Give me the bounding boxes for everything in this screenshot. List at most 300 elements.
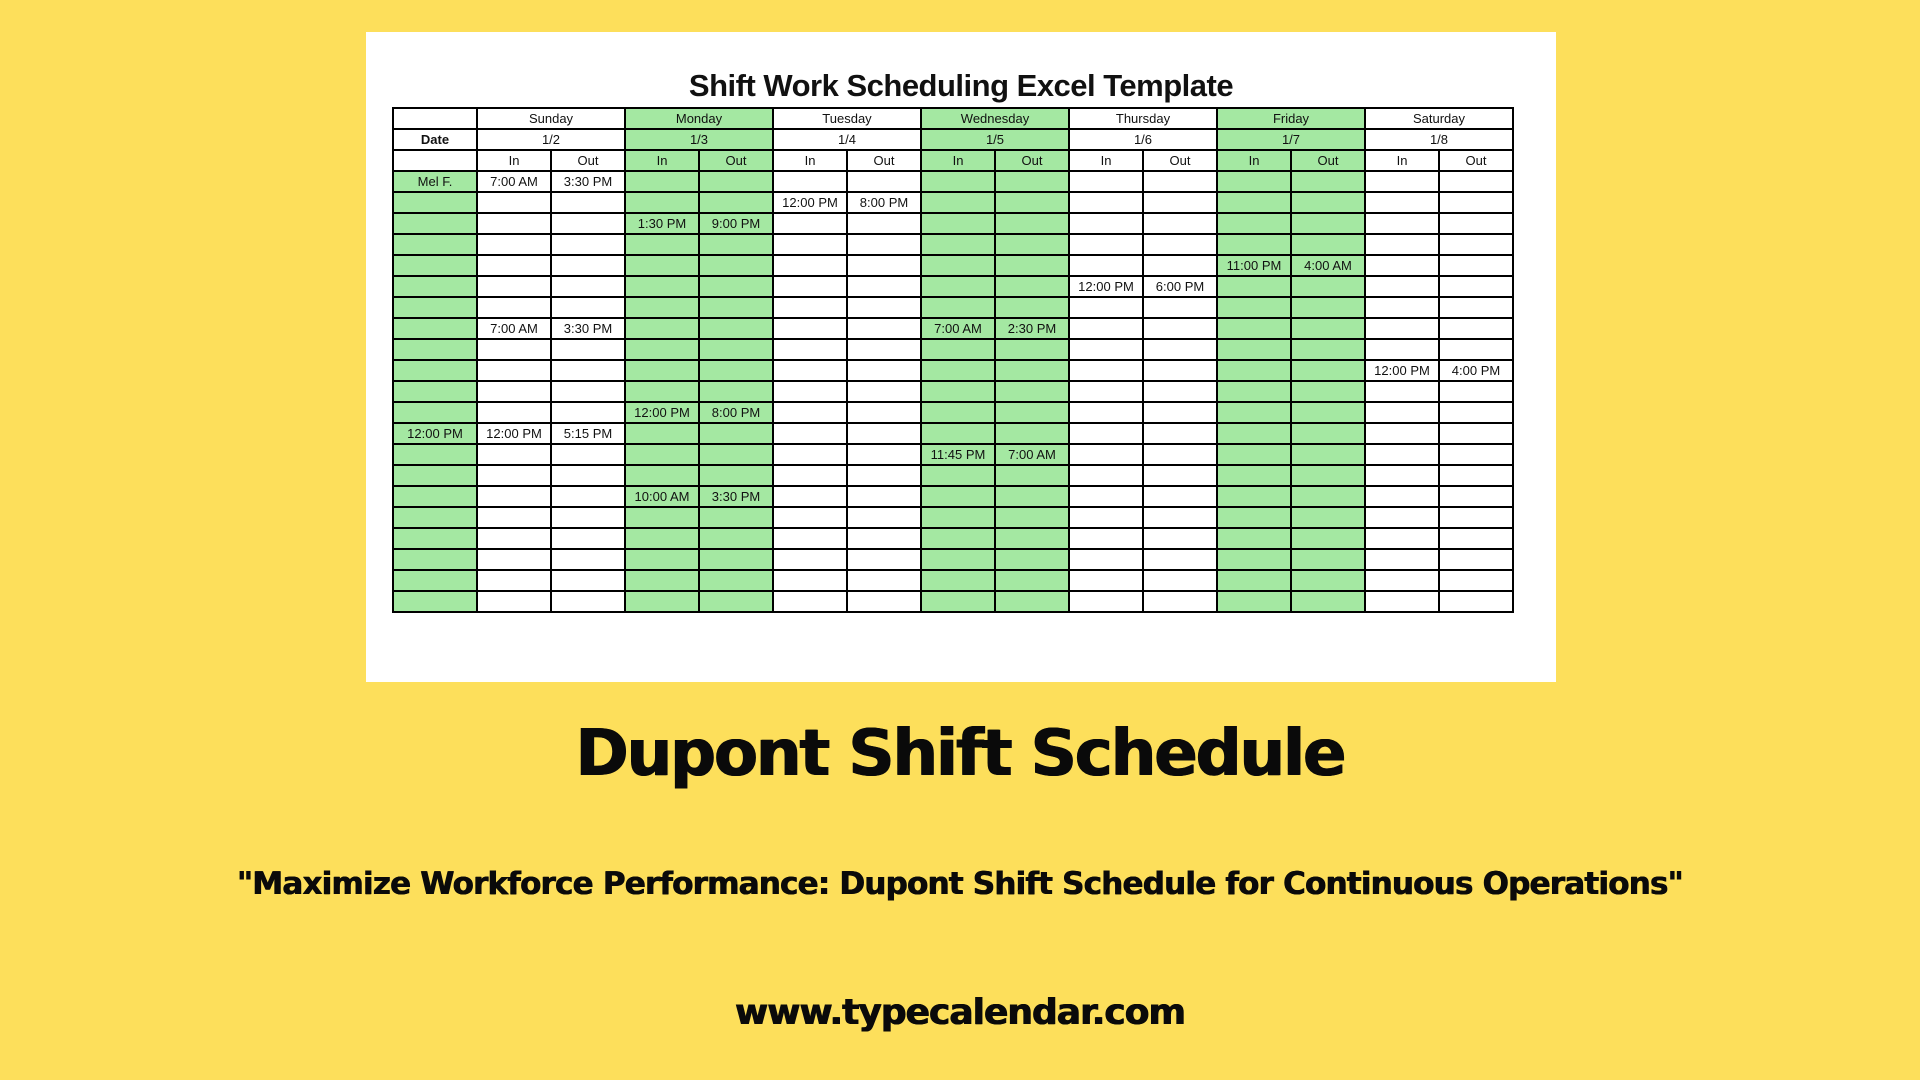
shift-out-cell	[1291, 570, 1365, 591]
shift-in-cell	[1217, 465, 1291, 486]
shift-in-cell	[477, 192, 551, 213]
schedule-row	[393, 339, 1513, 360]
shift-out-cell	[1291, 171, 1365, 192]
shift-in-cell	[477, 255, 551, 276]
shift-out-cell	[1439, 423, 1513, 444]
employee-name-cell	[393, 297, 477, 318]
shift-in-cell	[921, 171, 995, 192]
shift-out-cell: 8:00 PM	[847, 192, 921, 213]
shift-out-cell	[995, 360, 1069, 381]
shift-in-cell: 7:00 AM	[477, 171, 551, 192]
shift-in-cell	[477, 381, 551, 402]
shift-in-cell	[773, 528, 847, 549]
shift-out-cell	[699, 444, 773, 465]
shift-in-cell	[625, 192, 699, 213]
shift-out-cell	[1291, 318, 1365, 339]
schedule-row	[393, 318, 1513, 339]
shift-out-cell	[1291, 234, 1365, 255]
schedule-row	[393, 528, 1513, 549]
shift-in-cell: 11:45 PM	[921, 444, 995, 465]
shift-out-cell	[847, 402, 921, 423]
shift-in-cell	[1069, 402, 1143, 423]
shift-out-cell	[1439, 297, 1513, 318]
shift-out-cell	[551, 444, 625, 465]
shift-out-cell	[1143, 192, 1217, 213]
shift-in-cell	[1365, 423, 1439, 444]
shift-in-cell	[921, 486, 995, 507]
shift-in-cell	[773, 255, 847, 276]
shift-out-cell	[1439, 465, 1513, 486]
shift-out-cell	[847, 360, 921, 381]
shift-out-cell	[995, 213, 1069, 234]
shift-in-cell	[477, 444, 551, 465]
shift-in-cell	[1069, 591, 1143, 612]
shift-out-cell	[847, 381, 921, 402]
shift-in-cell	[773, 591, 847, 612]
shift-out-cell	[1439, 549, 1513, 570]
shift-in-cell: 1:30 PM	[625, 213, 699, 234]
shift-out-cell	[1291, 339, 1365, 360]
shift-out-cell	[1291, 507, 1365, 528]
shift-in-cell: 12:00 PM	[477, 423, 551, 444]
shift-in-cell	[1217, 171, 1291, 192]
shift-out-cell	[1439, 528, 1513, 549]
shift-in-cell	[1365, 591, 1439, 612]
shift-out-cell	[1439, 318, 1513, 339]
inout-blank-cell	[393, 150, 477, 171]
shift-out-cell	[699, 255, 773, 276]
shift-in-cell: 12:00 PM	[1365, 360, 1439, 381]
shift-out-cell	[995, 339, 1069, 360]
shift-in-cell	[477, 591, 551, 612]
shift-in-cell	[773, 339, 847, 360]
shift-out-cell	[1143, 171, 1217, 192]
schedule-row	[393, 507, 1513, 528]
shift-out-cell	[995, 276, 1069, 297]
shift-out-cell: 4:00 PM	[1439, 360, 1513, 381]
shift-in-cell	[1069, 360, 1143, 381]
schedule-row	[393, 360, 1513, 381]
shift-out-cell	[551, 486, 625, 507]
schedule-row	[393, 255, 1513, 276]
shift-out-cell	[699, 591, 773, 612]
in-header-tuesday: In	[773, 150, 847, 171]
shift-in-cell	[1069, 528, 1143, 549]
shift-in-cell	[1217, 339, 1291, 360]
shift-in-cell	[625, 465, 699, 486]
shift-in-cell	[1365, 507, 1439, 528]
shift-in-cell	[1217, 591, 1291, 612]
out-header-wednesday: Out	[995, 150, 1069, 171]
shift-in-cell: 7:00 AM	[477, 318, 551, 339]
shift-out-cell	[1143, 528, 1217, 549]
shift-out-cell	[995, 507, 1069, 528]
shift-out-cell	[551, 528, 625, 549]
shift-in-cell	[477, 213, 551, 234]
shift-out-cell	[699, 507, 773, 528]
shift-out-cell	[551, 570, 625, 591]
shift-in-cell	[1069, 465, 1143, 486]
shift-in-cell	[1217, 381, 1291, 402]
shift-out-cell	[1439, 339, 1513, 360]
shift-in-cell	[1217, 444, 1291, 465]
shift-in-cell: 11:00 PM	[1217, 255, 1291, 276]
shift-out-cell: 3:30 PM	[551, 171, 625, 192]
shift-out-cell: 3:30 PM	[699, 486, 773, 507]
employee-name-cell	[393, 507, 477, 528]
shift-out-cell	[995, 381, 1069, 402]
shift-out-cell	[847, 549, 921, 570]
shift-in-cell	[1069, 423, 1143, 444]
shift-in-cell	[1069, 297, 1143, 318]
shift-in-cell	[773, 171, 847, 192]
shift-out-cell	[699, 528, 773, 549]
in-header-sunday: In	[477, 150, 551, 171]
shift-in-cell	[625, 234, 699, 255]
shift-in-cell	[1069, 213, 1143, 234]
shift-out-cell	[699, 192, 773, 213]
shift-out-cell	[1439, 171, 1513, 192]
day-header-wednesday: Wednesday	[921, 108, 1069, 129]
shift-in-cell	[1217, 360, 1291, 381]
shift-out-cell	[995, 486, 1069, 507]
shift-out-cell	[699, 549, 773, 570]
corner-blank-cell	[393, 108, 477, 129]
shift-out-cell	[995, 528, 1069, 549]
shift-out-cell	[699, 381, 773, 402]
shift-in-cell	[773, 381, 847, 402]
date-cell-thursday: 1/6	[1069, 129, 1217, 150]
shift-in-cell	[1217, 423, 1291, 444]
shift-out-cell	[995, 234, 1069, 255]
shift-in-cell	[1069, 486, 1143, 507]
date-cell-tuesday: 1/4	[773, 129, 921, 150]
day-header-friday: Friday	[1217, 108, 1365, 129]
shift-out-cell	[995, 192, 1069, 213]
shift-out-cell	[1439, 234, 1513, 255]
shift-out-cell	[995, 297, 1069, 318]
shift-out-cell	[699, 465, 773, 486]
banner-tagline: "Maximize Workforce Performance: Dupont Shift Schedule for Continuous Operations"	[236, 866, 1684, 902]
shift-in-cell	[1069, 192, 1143, 213]
shift-out-cell	[1291, 360, 1365, 381]
shift-out-cell	[1291, 192, 1365, 213]
out-header-tuesday: Out	[847, 150, 921, 171]
shift-out-cell: 2:30 PM	[995, 318, 1069, 339]
shift-in-cell	[773, 465, 847, 486]
shift-in-cell	[477, 360, 551, 381]
shift-in-cell	[625, 423, 699, 444]
shift-in-cell	[477, 465, 551, 486]
shift-in-cell	[921, 339, 995, 360]
out-header-friday: Out	[1291, 150, 1365, 171]
shift-out-cell	[1439, 402, 1513, 423]
shift-out-cell	[551, 465, 625, 486]
date-cell-wednesday: 1/5	[921, 129, 1069, 150]
shift-in-cell	[1217, 297, 1291, 318]
template-card	[366, 32, 1556, 682]
employee-name-cell	[393, 234, 477, 255]
shift-in-cell	[921, 549, 995, 570]
shift-in-cell	[1069, 234, 1143, 255]
employee-name-cell	[393, 465, 477, 486]
shift-in-cell	[1365, 549, 1439, 570]
shift-in-cell	[477, 402, 551, 423]
shift-in-cell	[921, 507, 995, 528]
shift-in-cell	[1365, 444, 1439, 465]
shift-out-cell	[551, 297, 625, 318]
shift-out-cell	[995, 591, 1069, 612]
shift-out-cell	[699, 570, 773, 591]
in-header-friday: In	[1217, 150, 1291, 171]
out-header-monday: Out	[699, 150, 773, 171]
shift-out-cell: 5:15 PM	[551, 423, 625, 444]
shift-in-cell	[773, 570, 847, 591]
shift-out-cell	[1291, 423, 1365, 444]
shift-in-cell	[921, 528, 995, 549]
shift-out-cell: 6:00 PM	[1143, 276, 1217, 297]
shift-out-cell	[995, 465, 1069, 486]
employee-name-cell: Mel F.	[393, 171, 477, 192]
day-header-thursday: Thursday	[1069, 108, 1217, 129]
shift-in-cell	[1069, 339, 1143, 360]
shift-in-cell	[477, 234, 551, 255]
shift-in-cell	[1069, 171, 1143, 192]
shift-in-cell	[1217, 234, 1291, 255]
shift-out-cell	[1439, 591, 1513, 612]
shift-in-cell	[625, 171, 699, 192]
shift-out-cell	[1143, 381, 1217, 402]
shift-in-cell	[1217, 528, 1291, 549]
shift-in-cell	[921, 234, 995, 255]
shift-in-cell: 12:00 PM	[1069, 276, 1143, 297]
employee-name-cell	[393, 276, 477, 297]
shift-in-cell	[773, 549, 847, 570]
shift-in-cell: 10:00 AM	[625, 486, 699, 507]
shift-in-cell	[1217, 213, 1291, 234]
shift-in-cell	[477, 528, 551, 549]
shift-in-cell	[773, 276, 847, 297]
out-header-sunday: Out	[551, 150, 625, 171]
employee-name-cell	[393, 528, 477, 549]
shift-out-cell: 9:00 PM	[699, 213, 773, 234]
shift-out-cell	[1291, 486, 1365, 507]
shift-out-cell	[1291, 528, 1365, 549]
shift-out-cell	[551, 381, 625, 402]
shift-out-cell	[1143, 297, 1217, 318]
shift-out-cell	[1143, 339, 1217, 360]
shift-out-cell	[551, 213, 625, 234]
employee-name-cell: 12:00 PM	[393, 423, 477, 444]
shift-in-cell	[1365, 339, 1439, 360]
in-header-saturday: In	[1365, 150, 1439, 171]
shift-out-cell	[699, 276, 773, 297]
shift-in-cell	[773, 402, 847, 423]
shift-in-cell	[1217, 549, 1291, 570]
shift-in-cell	[921, 465, 995, 486]
shift-out-cell	[551, 339, 625, 360]
shift-out-cell	[1291, 381, 1365, 402]
employee-name-cell	[393, 381, 477, 402]
shift-out-cell	[847, 276, 921, 297]
shift-in-cell	[1365, 486, 1439, 507]
shift-in-cell	[625, 591, 699, 612]
shift-out-cell	[1291, 213, 1365, 234]
day-header-saturday: Saturday	[1365, 108, 1513, 129]
shift-out-cell	[847, 423, 921, 444]
shift-in-cell	[1217, 486, 1291, 507]
shift-out-cell	[847, 297, 921, 318]
shift-out-cell	[1143, 423, 1217, 444]
employee-name-cell	[393, 255, 477, 276]
shift-out-cell	[1291, 591, 1365, 612]
employee-name-cell	[393, 318, 477, 339]
shift-out-cell	[995, 171, 1069, 192]
schedule-row	[393, 276, 1513, 297]
shift-out-cell	[1143, 360, 1217, 381]
day-header-sunday: Sunday	[477, 108, 625, 129]
date-cell-monday: 1/3	[625, 129, 773, 150]
shift-out-cell	[699, 297, 773, 318]
shift-in-cell	[773, 213, 847, 234]
shift-out-cell	[1143, 549, 1217, 570]
shift-out-cell	[847, 444, 921, 465]
schedule-table	[392, 107, 1514, 613]
shift-in-cell	[921, 381, 995, 402]
shift-in-cell	[921, 276, 995, 297]
shift-in-cell	[1365, 402, 1439, 423]
shift-out-cell	[847, 339, 921, 360]
shift-out-cell	[847, 528, 921, 549]
employee-name-cell	[393, 570, 477, 591]
shift-out-cell	[1439, 507, 1513, 528]
banner-heading: Dupont Shift Schedule	[575, 717, 1345, 791]
shift-in-cell: 12:00 PM	[773, 192, 847, 213]
shift-in-cell	[1365, 192, 1439, 213]
shift-in-cell	[625, 570, 699, 591]
shift-in-cell	[1069, 570, 1143, 591]
shift-out-cell: 7:00 AM	[995, 444, 1069, 465]
shift-in-cell	[773, 297, 847, 318]
shift-out-cell	[995, 570, 1069, 591]
employee-name-cell	[393, 444, 477, 465]
shift-in-cell	[773, 234, 847, 255]
shift-out-cell	[1439, 486, 1513, 507]
shift-in-cell	[477, 549, 551, 570]
shift-in-cell	[625, 528, 699, 549]
shift-out-cell	[1143, 507, 1217, 528]
employee-name-cell	[393, 549, 477, 570]
schedule-row	[393, 444, 1513, 465]
shift-in-cell	[921, 402, 995, 423]
in-header-thursday: In	[1069, 150, 1143, 171]
shift-in-cell	[625, 444, 699, 465]
shift-out-cell	[1143, 465, 1217, 486]
employee-name-cell	[393, 486, 477, 507]
shift-in-cell	[1365, 276, 1439, 297]
shift-out-cell	[847, 570, 921, 591]
schedule-row	[393, 423, 1513, 444]
shift-out-cell	[1143, 255, 1217, 276]
sheet-title: Shift Work Scheduling Excel Template	[688, 68, 1234, 103]
schedule-row	[393, 570, 1513, 591]
schedule-row	[393, 402, 1513, 423]
shift-in-cell	[921, 591, 995, 612]
schedule-row	[393, 486, 1513, 507]
shift-in-cell	[477, 276, 551, 297]
shift-in-cell	[1365, 171, 1439, 192]
shift-in-cell	[1217, 276, 1291, 297]
shift-out-cell	[1291, 402, 1365, 423]
shift-in-cell	[1069, 318, 1143, 339]
employee-name-cell	[393, 402, 477, 423]
shift-in-cell	[477, 297, 551, 318]
shift-out-cell	[1291, 276, 1365, 297]
shift-in-cell	[477, 486, 551, 507]
shift-out-cell	[551, 234, 625, 255]
shift-in-cell	[1217, 570, 1291, 591]
shift-in-cell	[625, 297, 699, 318]
shift-out-cell	[551, 549, 625, 570]
shift-in-cell	[773, 507, 847, 528]
shift-in-cell: 7:00 AM	[921, 318, 995, 339]
shift-out-cell	[1143, 402, 1217, 423]
shift-in-cell	[1069, 507, 1143, 528]
schedule-row	[393, 381, 1513, 402]
shift-in-cell	[921, 213, 995, 234]
shift-out-cell	[699, 423, 773, 444]
shift-out-cell	[995, 255, 1069, 276]
shift-out-cell	[699, 339, 773, 360]
shift-out-cell	[1439, 444, 1513, 465]
schedule-row	[393, 549, 1513, 570]
shift-out-cell	[1439, 192, 1513, 213]
in-header-wednesday: In	[921, 150, 995, 171]
shift-out-cell	[551, 255, 625, 276]
shift-out-cell	[995, 549, 1069, 570]
employee-name-cell	[393, 360, 477, 381]
shift-out-cell	[847, 486, 921, 507]
shift-in-cell	[921, 192, 995, 213]
schedule-row	[393, 234, 1513, 255]
schedule-row	[393, 171, 1513, 192]
schedule-row	[393, 591, 1513, 612]
shift-out-cell	[1439, 213, 1513, 234]
shift-out-cell	[1143, 213, 1217, 234]
shift-out-cell	[1439, 381, 1513, 402]
shift-in-cell	[773, 486, 847, 507]
date-cell-friday: 1/7	[1217, 129, 1365, 150]
shift-in-cell	[1217, 507, 1291, 528]
shift-out-cell	[1291, 444, 1365, 465]
shift-out-cell: 3:30 PM	[551, 318, 625, 339]
out-header-thursday: Out	[1143, 150, 1217, 171]
shift-out-cell	[699, 234, 773, 255]
shift-in-cell	[921, 423, 995, 444]
shift-out-cell	[699, 360, 773, 381]
shift-out-cell	[699, 171, 773, 192]
shift-out-cell	[551, 402, 625, 423]
shift-out-cell	[847, 507, 921, 528]
shift-out-cell: 8:00 PM	[699, 402, 773, 423]
date-cell-sunday: 1/2	[477, 129, 625, 150]
shift-out-cell	[1291, 549, 1365, 570]
shift-out-cell	[1143, 570, 1217, 591]
in-header-monday: In	[625, 150, 699, 171]
shift-out-cell	[1439, 255, 1513, 276]
shift-in-cell	[1217, 402, 1291, 423]
shift-in-cell	[1365, 318, 1439, 339]
